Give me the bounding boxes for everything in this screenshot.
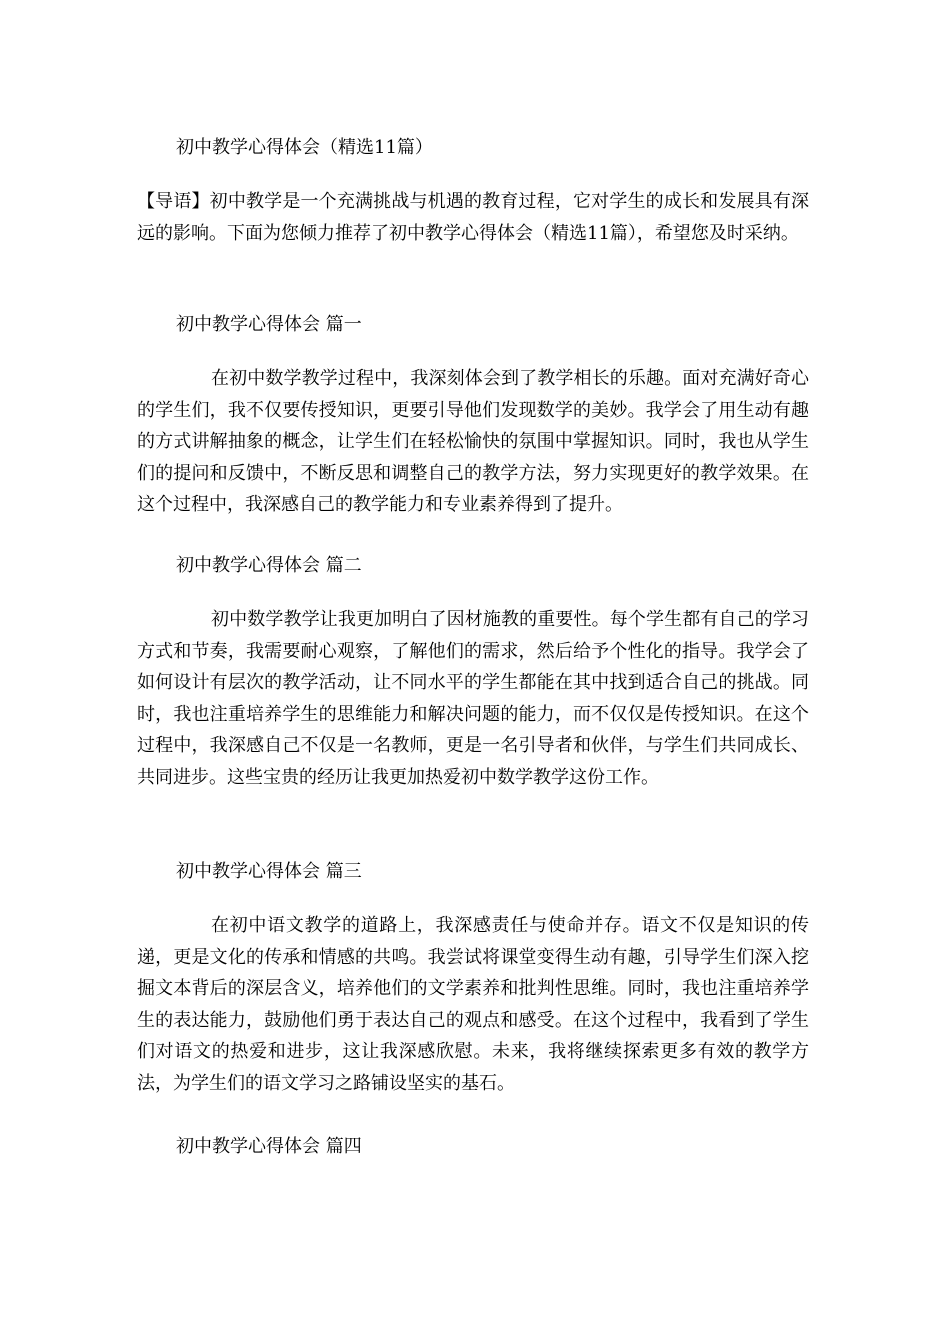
section-body-3: 在初中语文教学的道路上，我深感责任与使命并存。语文不仅是知识的传递，更是文化的传承和情感的共鸣。我尝试将课堂变得生动有趣，引导学生们深入挖掘文本背后的深层含义，培养他们的文学素养和批判性思维。同时，我也注重培养学生的表达能力，鼓励他们勇于表达自己的观点和感受。在这个过程中，我看到了学生们对语文的热爱和进步，这让我深感欣慰。未来，我将继续探索更多有效的教学方法，为学生们的语文学习之路铺设坚实的基石。	[137, 915, 809, 1094]
document-title: 初中教学心得体会（精选11篇）	[176, 137, 433, 158]
section-heading-4: 初中教学心得体会 篇四	[176, 1136, 362, 1157]
section-body-1: 在初中数学教学过程中，我深刻体会到了教学相长的乐趣。面对充满好奇心的学生们，我不仅要传授知识，更要引导他们发现数学的美妙。我学会了用生动有趣的方式讲解抽象的概念，让学生们在轻松愉快的氛围中掌握知识。同时，我也从学生们的提问和反馈中，不断反思和调整自己的教学方法，努力实现更好的教学效果。在这个过程中，我深感自己的教学能力和专业素养得到了提升。	[137, 368, 809, 516]
section-heading-1: 初中教学心得体会 篇一	[176, 314, 362, 335]
section-heading-3: 初中教学心得体会 篇三	[176, 861, 362, 882]
intro-paragraph: 【导语】初中教学是一个充满挑战与机遇的教育过程，它对学生的成长和发展具有深远的影响。下面为您倾力推荐了初中教学心得体会（精选11篇），希望您及时采纳。	[137, 191, 809, 244]
section-body-2: 初中数学教学让我更加明白了因材施教的重要性。每个学生都有自己的学习方式和节奏，我需要耐心观察，了解他们的需求，然后给予个性化的指导。我学会了如何设计有层次的教学活动，让不同水平的学生都能在其中找到适合自己的挑战。同时，我也注重培养学生的思维能力和解决问题的能力，而不仅仅是传授知识。在这个过程中，我深感自己不仅是一名教师，更是一名引导者和伙伴，与学生们共同成长、共同进步。这些宝贵的经历让我更加热爱初中数学教学这份工作。	[137, 609, 809, 788]
section-heading-2: 初中教学心得体会 篇二	[176, 555, 362, 576]
